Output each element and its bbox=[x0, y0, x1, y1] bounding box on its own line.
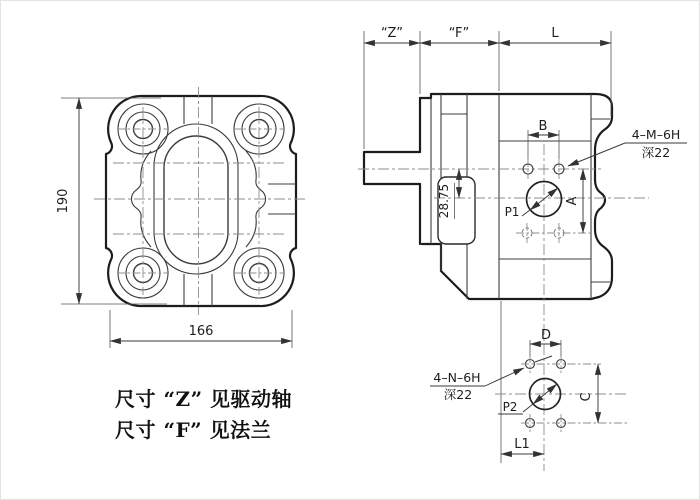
dim-166 bbox=[110, 310, 292, 348]
dim-label-190: 190 bbox=[56, 188, 71, 214]
dim-label-166: 166 bbox=[188, 324, 214, 339]
drive-shaft bbox=[364, 152, 420, 184]
front-centerlines bbox=[94, 87, 308, 315]
dim-label-offset: 28.75 bbox=[437, 183, 451, 219]
bottom-screw-holes bbox=[521, 355, 629, 432]
dim-l1 bbox=[501, 437, 544, 454]
dim-label-z: “Z” bbox=[381, 26, 403, 41]
port-p1-leader bbox=[522, 210, 530, 216]
dim-label-b: B bbox=[538, 119, 548, 134]
footnotes bbox=[115, 387, 292, 442]
thread-note-n-text: 4–N–6H bbox=[433, 370, 481, 385]
dim-label-d: D bbox=[540, 328, 552, 343]
side-view bbox=[358, 26, 687, 471]
side-centerlines bbox=[358, 144, 649, 471]
dim-label-f: “F” bbox=[448, 26, 470, 41]
dim-f bbox=[420, 26, 499, 91]
front-view bbox=[56, 87, 308, 348]
dim-label-a: A bbox=[565, 196, 580, 206]
dim-z bbox=[364, 26, 420, 149]
dim-label-l1: L1 bbox=[514, 437, 530, 452]
thread-note-m-depth: 深22 bbox=[641, 145, 671, 160]
bottom-port-view bbox=[430, 301, 629, 463]
dim-a bbox=[565, 169, 583, 233]
port-p1-label: P1 bbox=[504, 205, 520, 219]
thread-note-n bbox=[430, 356, 552, 402]
dim-l bbox=[499, 26, 611, 116]
thread-note-m bbox=[568, 127, 687, 166]
dim-b bbox=[528, 119, 559, 159]
housing-obround-inner bbox=[164, 136, 228, 264]
footnote-line-2: 尺寸 “F” 见法兰 bbox=[115, 418, 272, 442]
flange-outline bbox=[106, 96, 296, 306]
pump-engineering-drawing bbox=[1, 1, 700, 500]
thread-note-n-depth: 深22 bbox=[443, 387, 473, 402]
dim-c bbox=[579, 364, 598, 423]
dim-d bbox=[530, 328, 561, 356]
body-contour bbox=[118, 104, 296, 298]
port-p2-label: P2 bbox=[502, 400, 518, 414]
dim-label-c: C bbox=[579, 392, 594, 402]
dim-label-l: L bbox=[551, 26, 559, 41]
footnote-line-1: 尺寸 “Z” 见驱动轴 bbox=[115, 387, 293, 411]
thread-note-m-text: 4–M–6H bbox=[631, 127, 681, 142]
